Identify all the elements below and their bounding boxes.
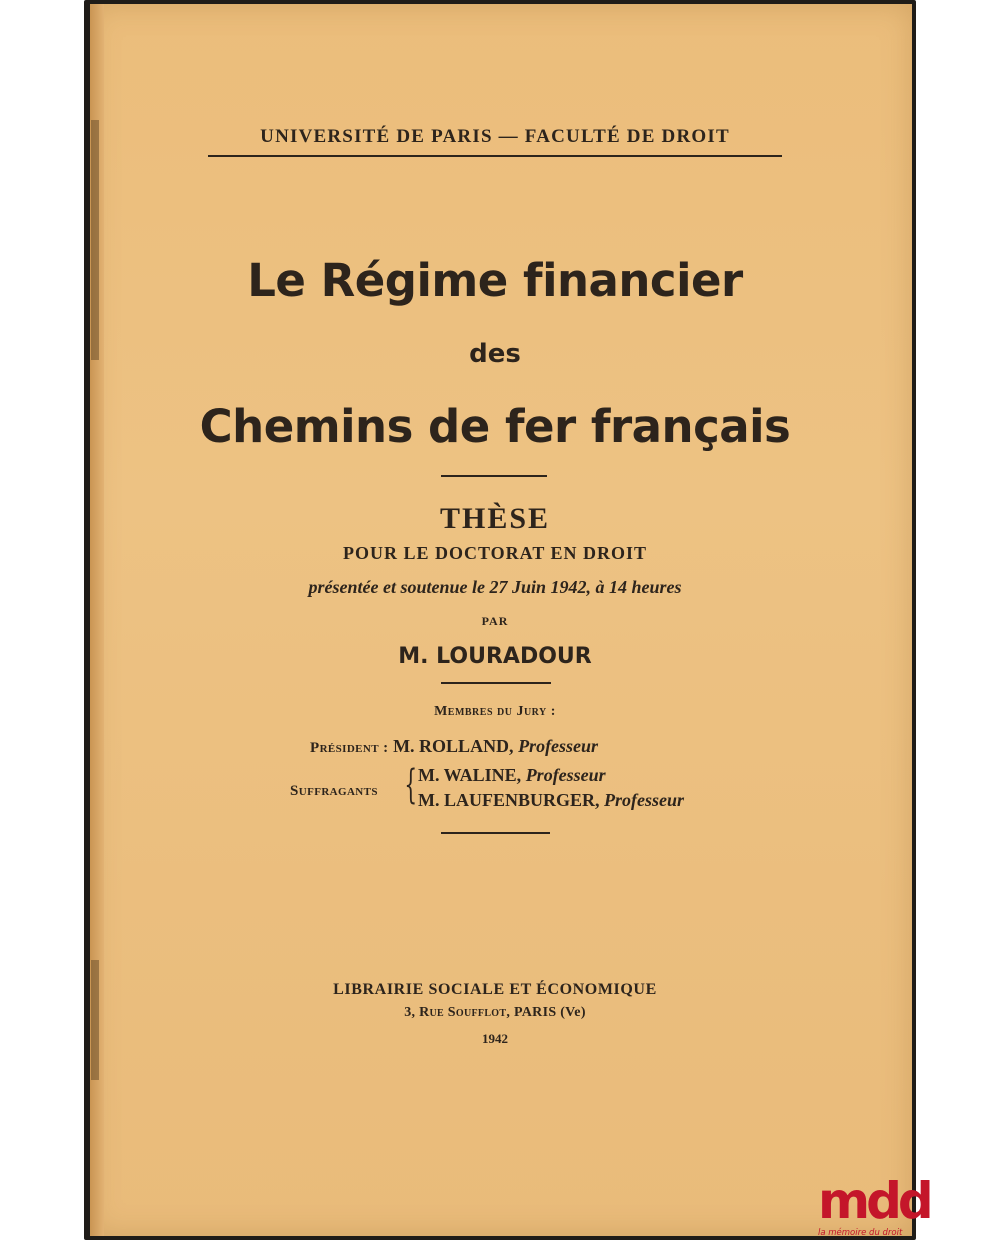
- spine-wear: [91, 120, 99, 360]
- jury-brace: {: [404, 762, 418, 808]
- address-city: PARIS (Ve): [513, 1005, 586, 1020]
- mdd-logo-word: mdd: [818, 1172, 930, 1230]
- par-label: PAR: [481, 614, 509, 628]
- title-line-3: Chemins de fer français: [199, 400, 791, 453]
- member2-name: M. LAUFENBURGER,: [418, 790, 600, 810]
- suffragants-role-row: [290, 779, 378, 800]
- mdd-watermark-logo: [818, 1172, 930, 1240]
- president-name: M. ROLLAND,: [393, 736, 514, 756]
- author-name: M. LOURADOUR: [398, 644, 592, 669]
- suffragants-role: Suffragants: [290, 783, 378, 799]
- jury-heading: Membres du Jury :: [434, 704, 556, 719]
- doctorat-line: POUR LE DOCTORAT EN DROIT: [342, 543, 648, 563]
- jury-member-row: [418, 790, 684, 811]
- member1-title: Professeur: [525, 765, 606, 785]
- member2-title: Professeur: [604, 790, 685, 810]
- title-rule: [441, 475, 547, 477]
- university-header: UNIVERSITÉ DE PARIS — FACULTÉ DE DROIT: [260, 126, 730, 147]
- author-rule: [441, 682, 551, 684]
- jury-president-row: [310, 736, 598, 757]
- these-label: THÈSE: [439, 502, 551, 535]
- president-role: Président :: [310, 740, 389, 756]
- header-rule: [208, 155, 782, 157]
- president-title: Professeur: [518, 736, 599, 756]
- jury-member-row: [418, 765, 606, 786]
- title-line-1: Le Régime financier: [247, 254, 743, 307]
- publisher-name: LIBRAIRIE SOCIALE ET ÉCONOMIQUE: [333, 981, 657, 998]
- jury-rule: [441, 832, 550, 834]
- publication-year: 1942: [482, 1031, 508, 1046]
- title-line-2: des: [469, 339, 521, 369]
- address-street: Rue Soufflot,: [419, 1005, 511, 1020]
- member1-name: M. WALINE,: [418, 765, 522, 785]
- mdd-logo-tagline: la mémoire du droit: [818, 1228, 903, 1238]
- address-number: 3,: [404, 1005, 416, 1020]
- publisher-address: [150, 1005, 840, 1021]
- defense-date-line: présentée et soutenue le 27 Juin 1942, à 14 heures: [308, 577, 682, 597]
- spine-wear: [91, 960, 99, 1080]
